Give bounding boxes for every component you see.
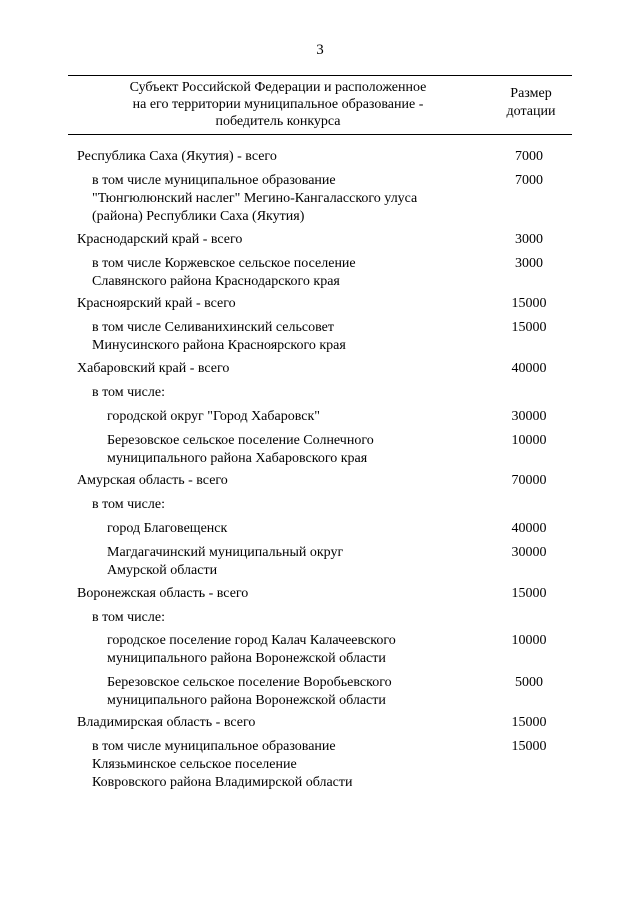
row-amount: 10000 <box>511 633 547 648</box>
row-subject: в том числе Коржевское сельское поселение Славянского района Краснодарского края <box>92 256 356 289</box>
row-subject: Краснодарский край - всего <box>77 232 243 247</box>
row-amount: 7000 <box>515 149 543 164</box>
header-amount: Размер дотации <box>506 86 556 119</box>
row-amount: 40000 <box>511 521 547 536</box>
row-amount: 70000 <box>511 473 547 488</box>
page-number: 3 <box>316 42 324 58</box>
row-amount: 15000 <box>511 715 547 730</box>
row-amount: 3000 <box>515 232 543 247</box>
row-amount: 15000 <box>511 320 547 335</box>
row-subject: в том числе муниципальное образование Клязьминское сельское поселение Ковровского района Владимирской области <box>92 739 353 790</box>
row-subject: городской округ "Город Хабаровск" <box>107 409 320 424</box>
row-subject: в том числе муниципальное образование "Тюнгюлюнский наслег" Мегино-Кангаласского улуса (района) Республики Саха (Якутия) <box>92 173 418 224</box>
row-amount: 15000 <box>511 586 547 601</box>
row-amount: 30000 <box>511 545 547 560</box>
row-subject: в том числе: <box>92 610 165 625</box>
row-subject: Воронежская область - всего <box>77 586 249 601</box>
row-subject: Красноярский край - всего <box>77 296 236 311</box>
row-amount: 7000 <box>515 173 543 188</box>
row-subject: Владимирская область - всего <box>77 715 256 730</box>
row-subject: Березовское сельское поселение Солнечного муниципального района Хабаровского края <box>107 433 374 466</box>
row-amount: 5000 <box>515 675 543 690</box>
row-subject: Березовское сельское поселение Воробьевского муниципального района Воронежской области <box>107 675 392 708</box>
row-subject: Хабаровский край - всего <box>77 361 230 376</box>
row-subject: в том числе Селиванихинский сельсовет Минусинского района Красноярского края <box>92 320 346 353</box>
row-subject: городское поселение город Калач Калачеевского муниципального района Воронежской области <box>107 633 396 666</box>
row-subject: в том числе: <box>92 497 165 512</box>
row-subject: Амурская область - всего <box>77 473 228 488</box>
row-amount: 30000 <box>511 409 547 424</box>
row-subject: в том числе: <box>92 385 165 400</box>
row-amount: 40000 <box>511 361 547 376</box>
row-subject: Республика Саха (Якутия) - всего <box>77 149 277 164</box>
row-amount: 15000 <box>511 296 547 311</box>
row-amount: 3000 <box>515 256 543 271</box>
header-subject: Субъект Российской Федерации и расположенное на его территории муниципальное образование - победитель конкурса <box>129 80 427 129</box>
row-subject: город Благовещенск <box>107 521 228 536</box>
row-amount: 15000 <box>511 739 547 754</box>
row-subject: Магдагачинский муниципальный округ Амурской области <box>107 545 344 578</box>
row-amount: 10000 <box>511 433 547 448</box>
